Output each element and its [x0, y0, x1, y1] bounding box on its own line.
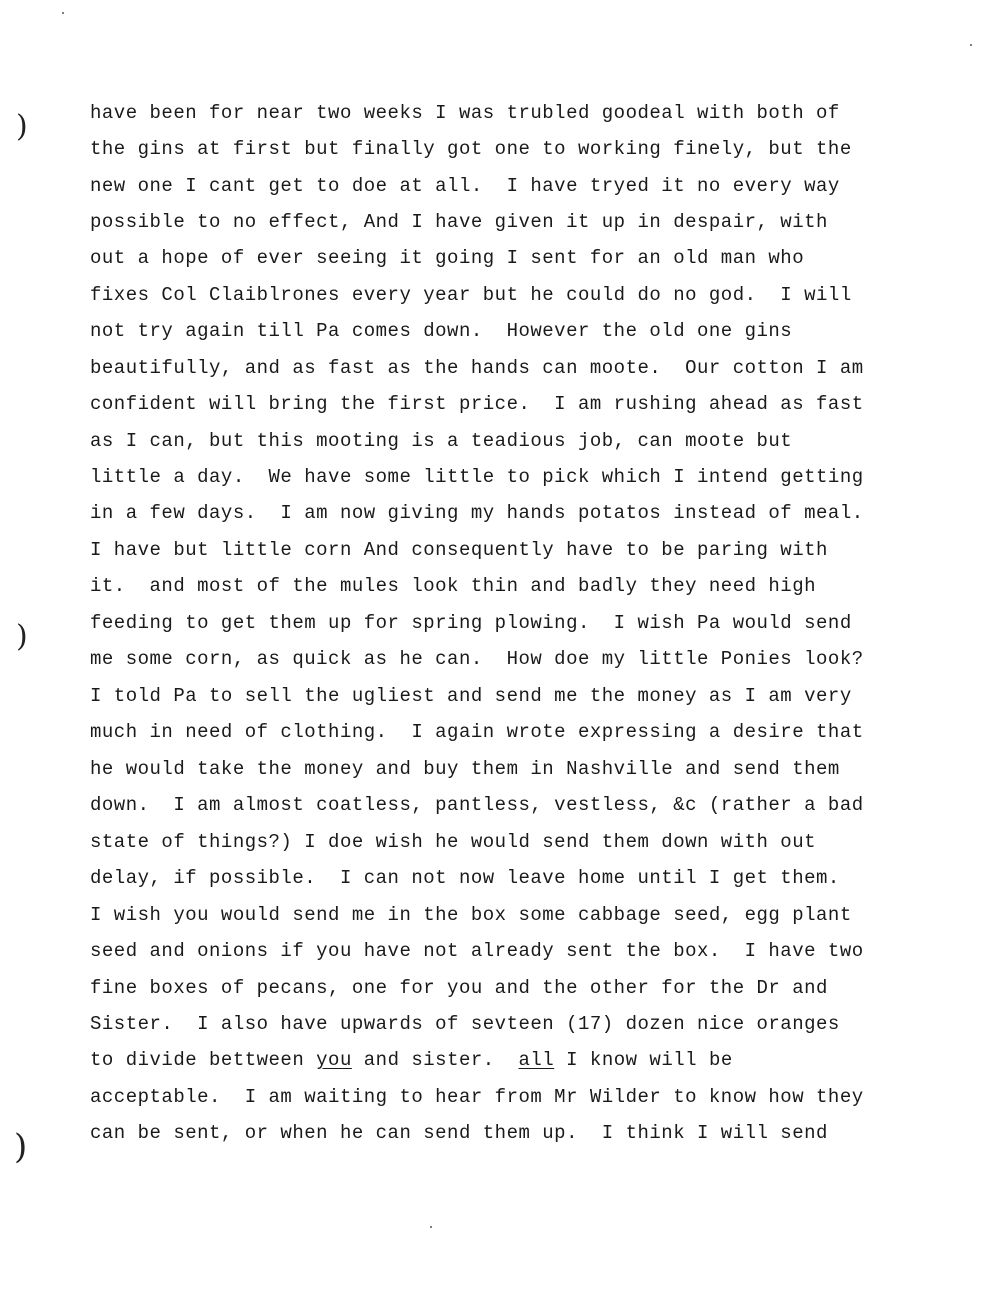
- text-line: he would take the money and buy them in Nashville and send them: [90, 758, 840, 780]
- text-line: in a few days. I am now giving my hands potatos instead of meal.: [90, 502, 864, 524]
- binding-mark: ): [16, 619, 28, 654]
- text-line: state of things?) I doe wish he would send them down with out: [90, 831, 817, 853]
- text-line: it. and most of the mules look thin and badly they need high: [90, 575, 817, 597]
- text-line: me some corn, as quick as he can. How doe my little Ponies look?: [90, 648, 864, 670]
- binding-mark: ): [16, 109, 28, 144]
- text-line: down. I am almost coatless, pantless, vestless, &c (rather a bad: [90, 794, 864, 816]
- text-segment: I know will be: [554, 1049, 733, 1071]
- text-line: confident will bring the first price. I am rushing ahead as fast: [90, 393, 864, 415]
- text-line: fixes Col Claiblrones every year but he could do no god. I will: [90, 284, 852, 306]
- text-line: Sister. I also have upwards of sevteen (17) dozen nice oranges: [90, 1013, 840, 1035]
- text-line: little a day. We have some little to pick which I intend getting: [90, 466, 864, 488]
- text-line: can be sent, or when he can send them up. I think I will send: [90, 1122, 828, 1144]
- text-line: much in need of clothing. I again wrote expressing a desire that: [90, 721, 864, 743]
- underlined-word: all: [518, 1049, 555, 1071]
- text-line: fine boxes of pecans, one for you and the other for the Dr and: [90, 977, 828, 999]
- binding-mark: ): [14, 1127, 28, 1167]
- text-line: feeding to get them up for spring plowing. I wish Pa would send: [90, 612, 852, 634]
- underlined-word: you: [316, 1049, 352, 1071]
- text-line: possible to no effect, And I have given it up in despair, with: [90, 211, 828, 233]
- text-line: out a hope of ever seeing it going I sent for an old man who: [90, 247, 805, 269]
- text-line: I told Pa to sell the ugliest and send me the money as I am very: [90, 685, 852, 707]
- text-line: as I can, but this mooting is a teadious job, can moote but: [90, 430, 793, 452]
- text-line: seed and onions if you have not already sent the box. I have two: [90, 940, 864, 962]
- text-line: I have but little corn And consequently have to be paring with: [90, 539, 828, 561]
- text-line: new one I cant get to doe at all. I have tryed it no every way: [90, 175, 840, 197]
- text-line: I wish you would send me in the box some cabbage seed, egg plant: [90, 904, 852, 926]
- text-line: not try again till Pa comes down. However the old one gins: [90, 320, 793, 342]
- text-line: [90, 1049, 733, 1071]
- scan-speck: [430, 1226, 432, 1228]
- scan-speck: [62, 12, 64, 14]
- text-line: acceptable. I am waiting to hear from Mr Wilder to know how they: [90, 1086, 864, 1108]
- text-line: the gins at first but finally got one to working finely, but the: [90, 138, 852, 160]
- text-line: beautifully, and as fast as the hands can moote. Our cotton I am: [90, 357, 864, 379]
- text-segment: and sister.: [351, 1049, 519, 1071]
- text-line: delay, if possible. I can not now leave home until I get them.: [90, 867, 840, 889]
- text-line: have been for near two weeks I was trubled goodeal with both of: [90, 102, 840, 124]
- scan-speck: [970, 44, 972, 46]
- text-segment: to divide bettween: [90, 1049, 317, 1071]
